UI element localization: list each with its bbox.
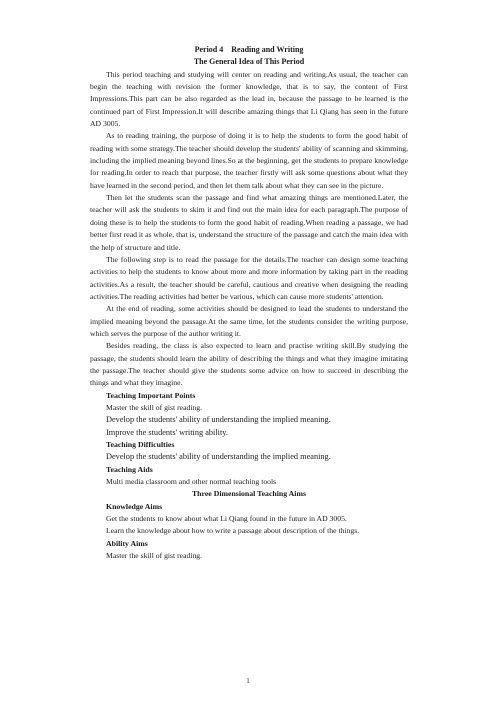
ability-aims-heading: Ability Aims bbox=[106, 538, 148, 548]
ability-aim-item: Master the skill of gist reading. bbox=[106, 551, 203, 561]
paragraph-3: Then let the students scan the passage and find what amazing things are mentioned.Later, the teacher will ask the students to skim it and find out the main idea for each paragraph.The purpose of doing these is to help the students to form the good habit of reading.When reading a passage, we had better first read it as whole, that is, understand the structure of the passage and catch the main idea with the help of structure and title. bbox=[90, 193, 408, 252]
page-subtitle: The General Idea of This Period bbox=[193, 57, 305, 67]
page-number: 1 bbox=[246, 676, 250, 685]
aids-heading: Teaching Aids bbox=[106, 464, 153, 474]
paragraph-4: The following step is to read the passage for the details.The teacher can design some teaching activities to help the students to know about more and more information by taking part in the reading activities.As a result, the teacher should be careful, cautious and creative when designing the reading activities.The reading activities had better be various, which can cause more students' attention. bbox=[90, 254, 408, 301]
paragraph-6: Besides reading, the class is also expected to learn and practise writing skill.By studying the passage, the students should learn the ability of describing the things and what they imagine imitating the passage.The teacher should give the students some advice on how to succeed in describing the things and what they imagine. bbox=[90, 341, 408, 388]
aims-heading: Three Dimensional Teaching Aims bbox=[191, 489, 306, 499]
important-point-item: Develop the students' ability of understanding the implied meaning. bbox=[106, 415, 331, 425]
knowledge-aim-item: Learn the knowledge about how to write a passage about description of the things. bbox=[106, 526, 360, 536]
important-point-item: Master the skill of gist reading. bbox=[106, 402, 203, 412]
difficulties-heading: Teaching Difficulties bbox=[106, 440, 175, 449]
paragraph-1: This period teaching and studying will center on reading and writing.As usual, the teacher can begin the teaching with revision the former knowledge, that is to say, the content of First Impressions.This part can be also regarded as the lead in, because the passage to be learned is the continued part of First Impression.It will describe amazing things that Li Qiang has seen in the future AD 3005. bbox=[90, 69, 408, 129]
paragraph-5: At the end of reading, some activities should be designed to lead the students to understand the implied meaning beyond the passage.At the same time, let the students consider the writing purpose, which serves the purpose of the author writing it. bbox=[90, 304, 408, 338]
important-point-item: Improve the students' writing ability. bbox=[106, 427, 228, 437]
aid-item: Multi media classroom and other normal teaching tools bbox=[106, 477, 277, 487]
page-title: Period 4 Reading and Writing bbox=[194, 45, 304, 54]
paragraph-2: As to reading training, the purpose of doing it is to help the students to form the good habit of reading with some strategy.The teacher should develop the students' ability of scanning and skimming, including the implied meaning beyond lines.So at the beginning, get the students to prepare knowledge for reading.In order to reach that purpose, the teacher firstly will ask some questions about what they have learned in the second period, and then let them talk about what they can see in the picture. bbox=[90, 131, 408, 190]
important-points-heading: Teaching Important Points bbox=[106, 390, 196, 400]
knowledge-aims-heading: Knowledge Aims bbox=[106, 501, 163, 511]
knowledge-aim-item: Get the students to know about what Li Qiang found in the future in AD 3005. bbox=[106, 514, 347, 524]
difficulty-item: Develop the students' ability of understanding the implied meaning. bbox=[106, 452, 331, 462]
